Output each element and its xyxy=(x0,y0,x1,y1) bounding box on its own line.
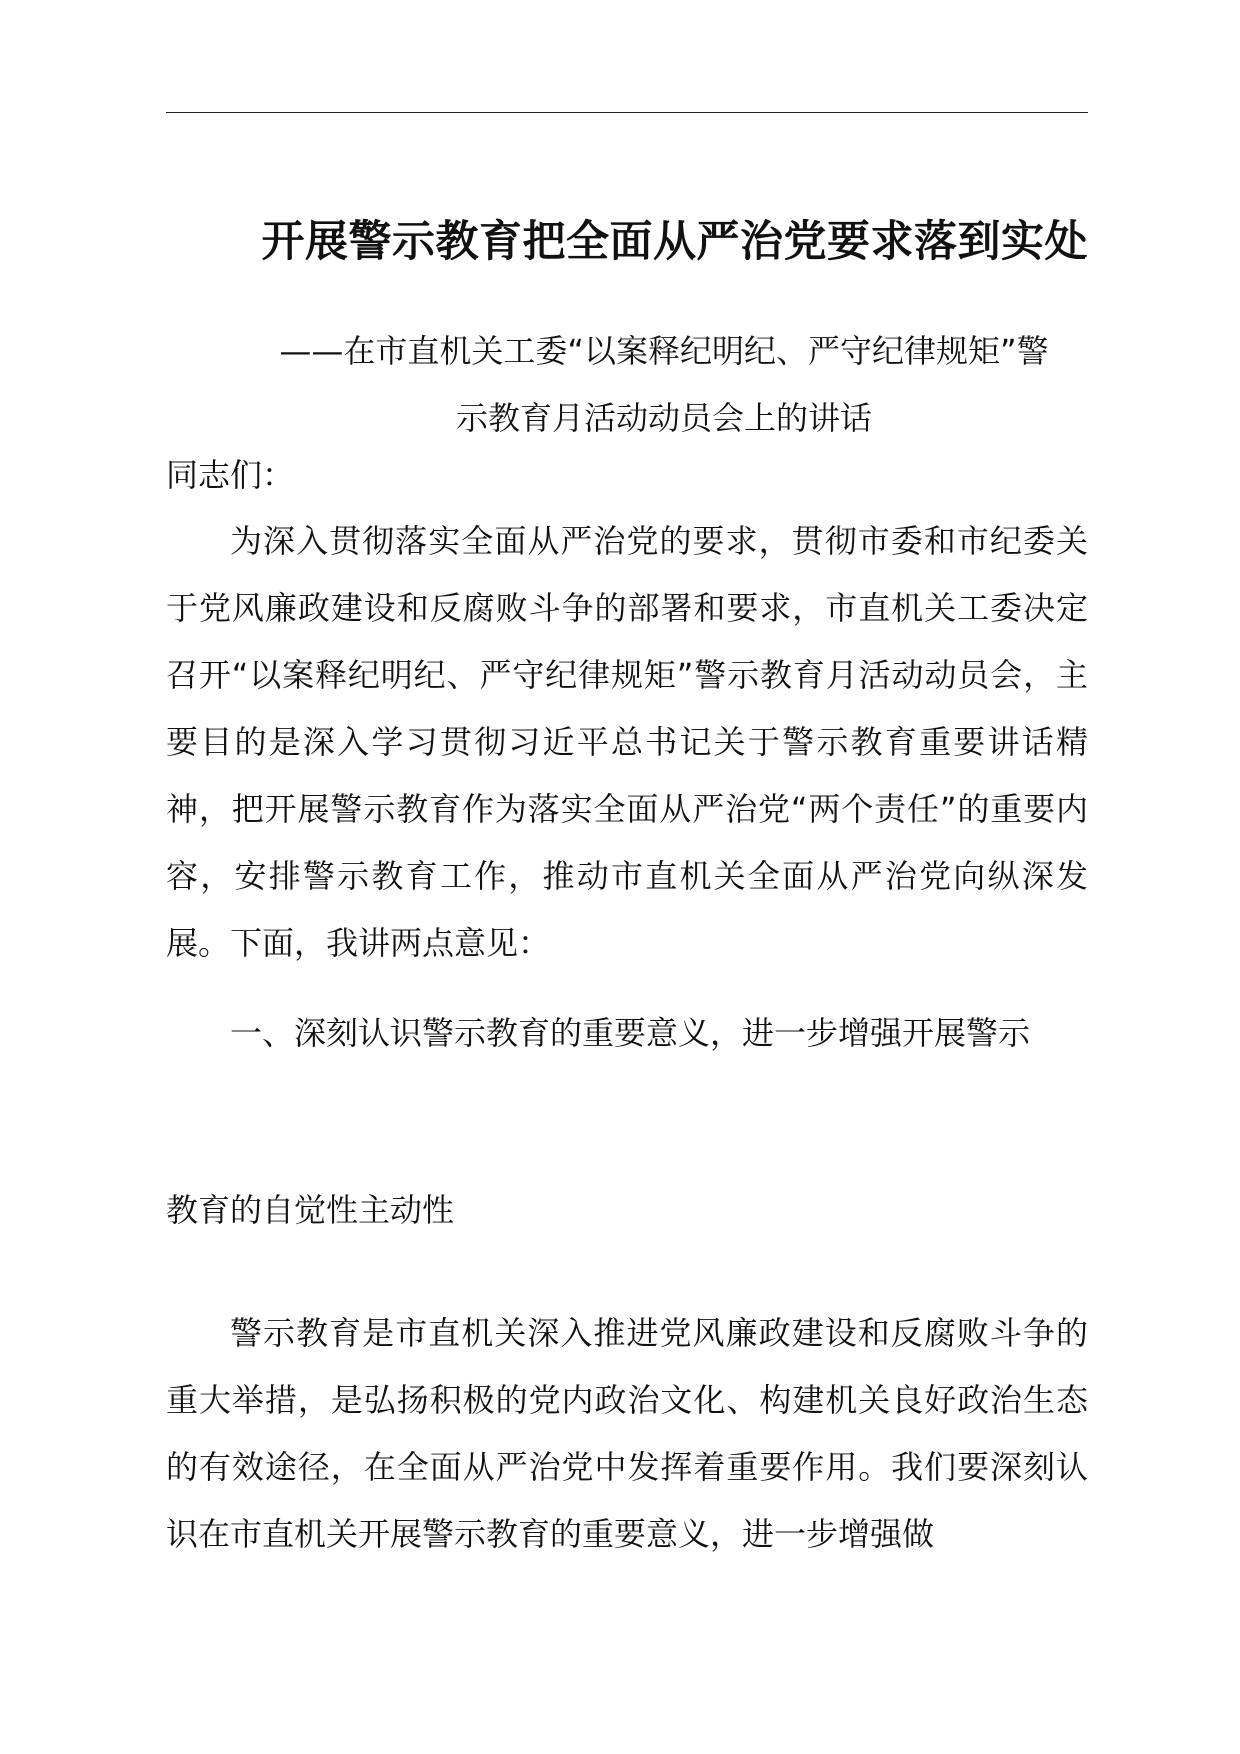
subtitle-line-2: 示教育月活动动员会上的讲话 xyxy=(455,399,872,437)
section-heading-1 xyxy=(166,1000,1088,1244)
subtitle-line-1: ——在市直机关工委“以案释纪明纪、严守纪律规矩”警 xyxy=(279,332,1049,370)
document-subtitle xyxy=(240,318,1088,452)
section-heading-1-line-1: 一、深刻认识警示教育的重要意义，进一步增强开展警示 xyxy=(230,1014,1031,1052)
document-title: 开展警示教育把全面从严治党要求落到实处 xyxy=(261,217,1088,267)
section-heading-1-line-2: 教育的自觉性主动性 xyxy=(166,1191,455,1229)
paragraph-2: 警示教育是市直机关深入推进党风廉政建设和反腐败斗争的重大举措，是弘扬积极的党内政治文化、构建机关良好政治生态的有效途径，在全面从严治党中发挥着重要作用。我们要深刻认识在市直机关开展警示教育的重要意义，进一步增强做 xyxy=(166,1314,1088,1553)
salutation: 同志们： xyxy=(166,456,295,494)
paragraph-1: 为深入贯彻落实全面从严治党的要求，贯彻市委和市纪委关于党风廉政建设和反腐败斗争的部署和要求，市直机关工委决定召开“以案释纪明纪、严守纪律规矩”警示教育月活动动员会，主要目的是深入学习贯彻习近平总书记关于警示教育重要讲话精神，把开展警示教育作为落实全面从严治党“两个责任”的重要内容，安排警示教育工作，推动市直机关全面从严治党向纵深发展。下面，我讲两点意见： xyxy=(166,522,1088,962)
header-rule xyxy=(166,112,1088,113)
